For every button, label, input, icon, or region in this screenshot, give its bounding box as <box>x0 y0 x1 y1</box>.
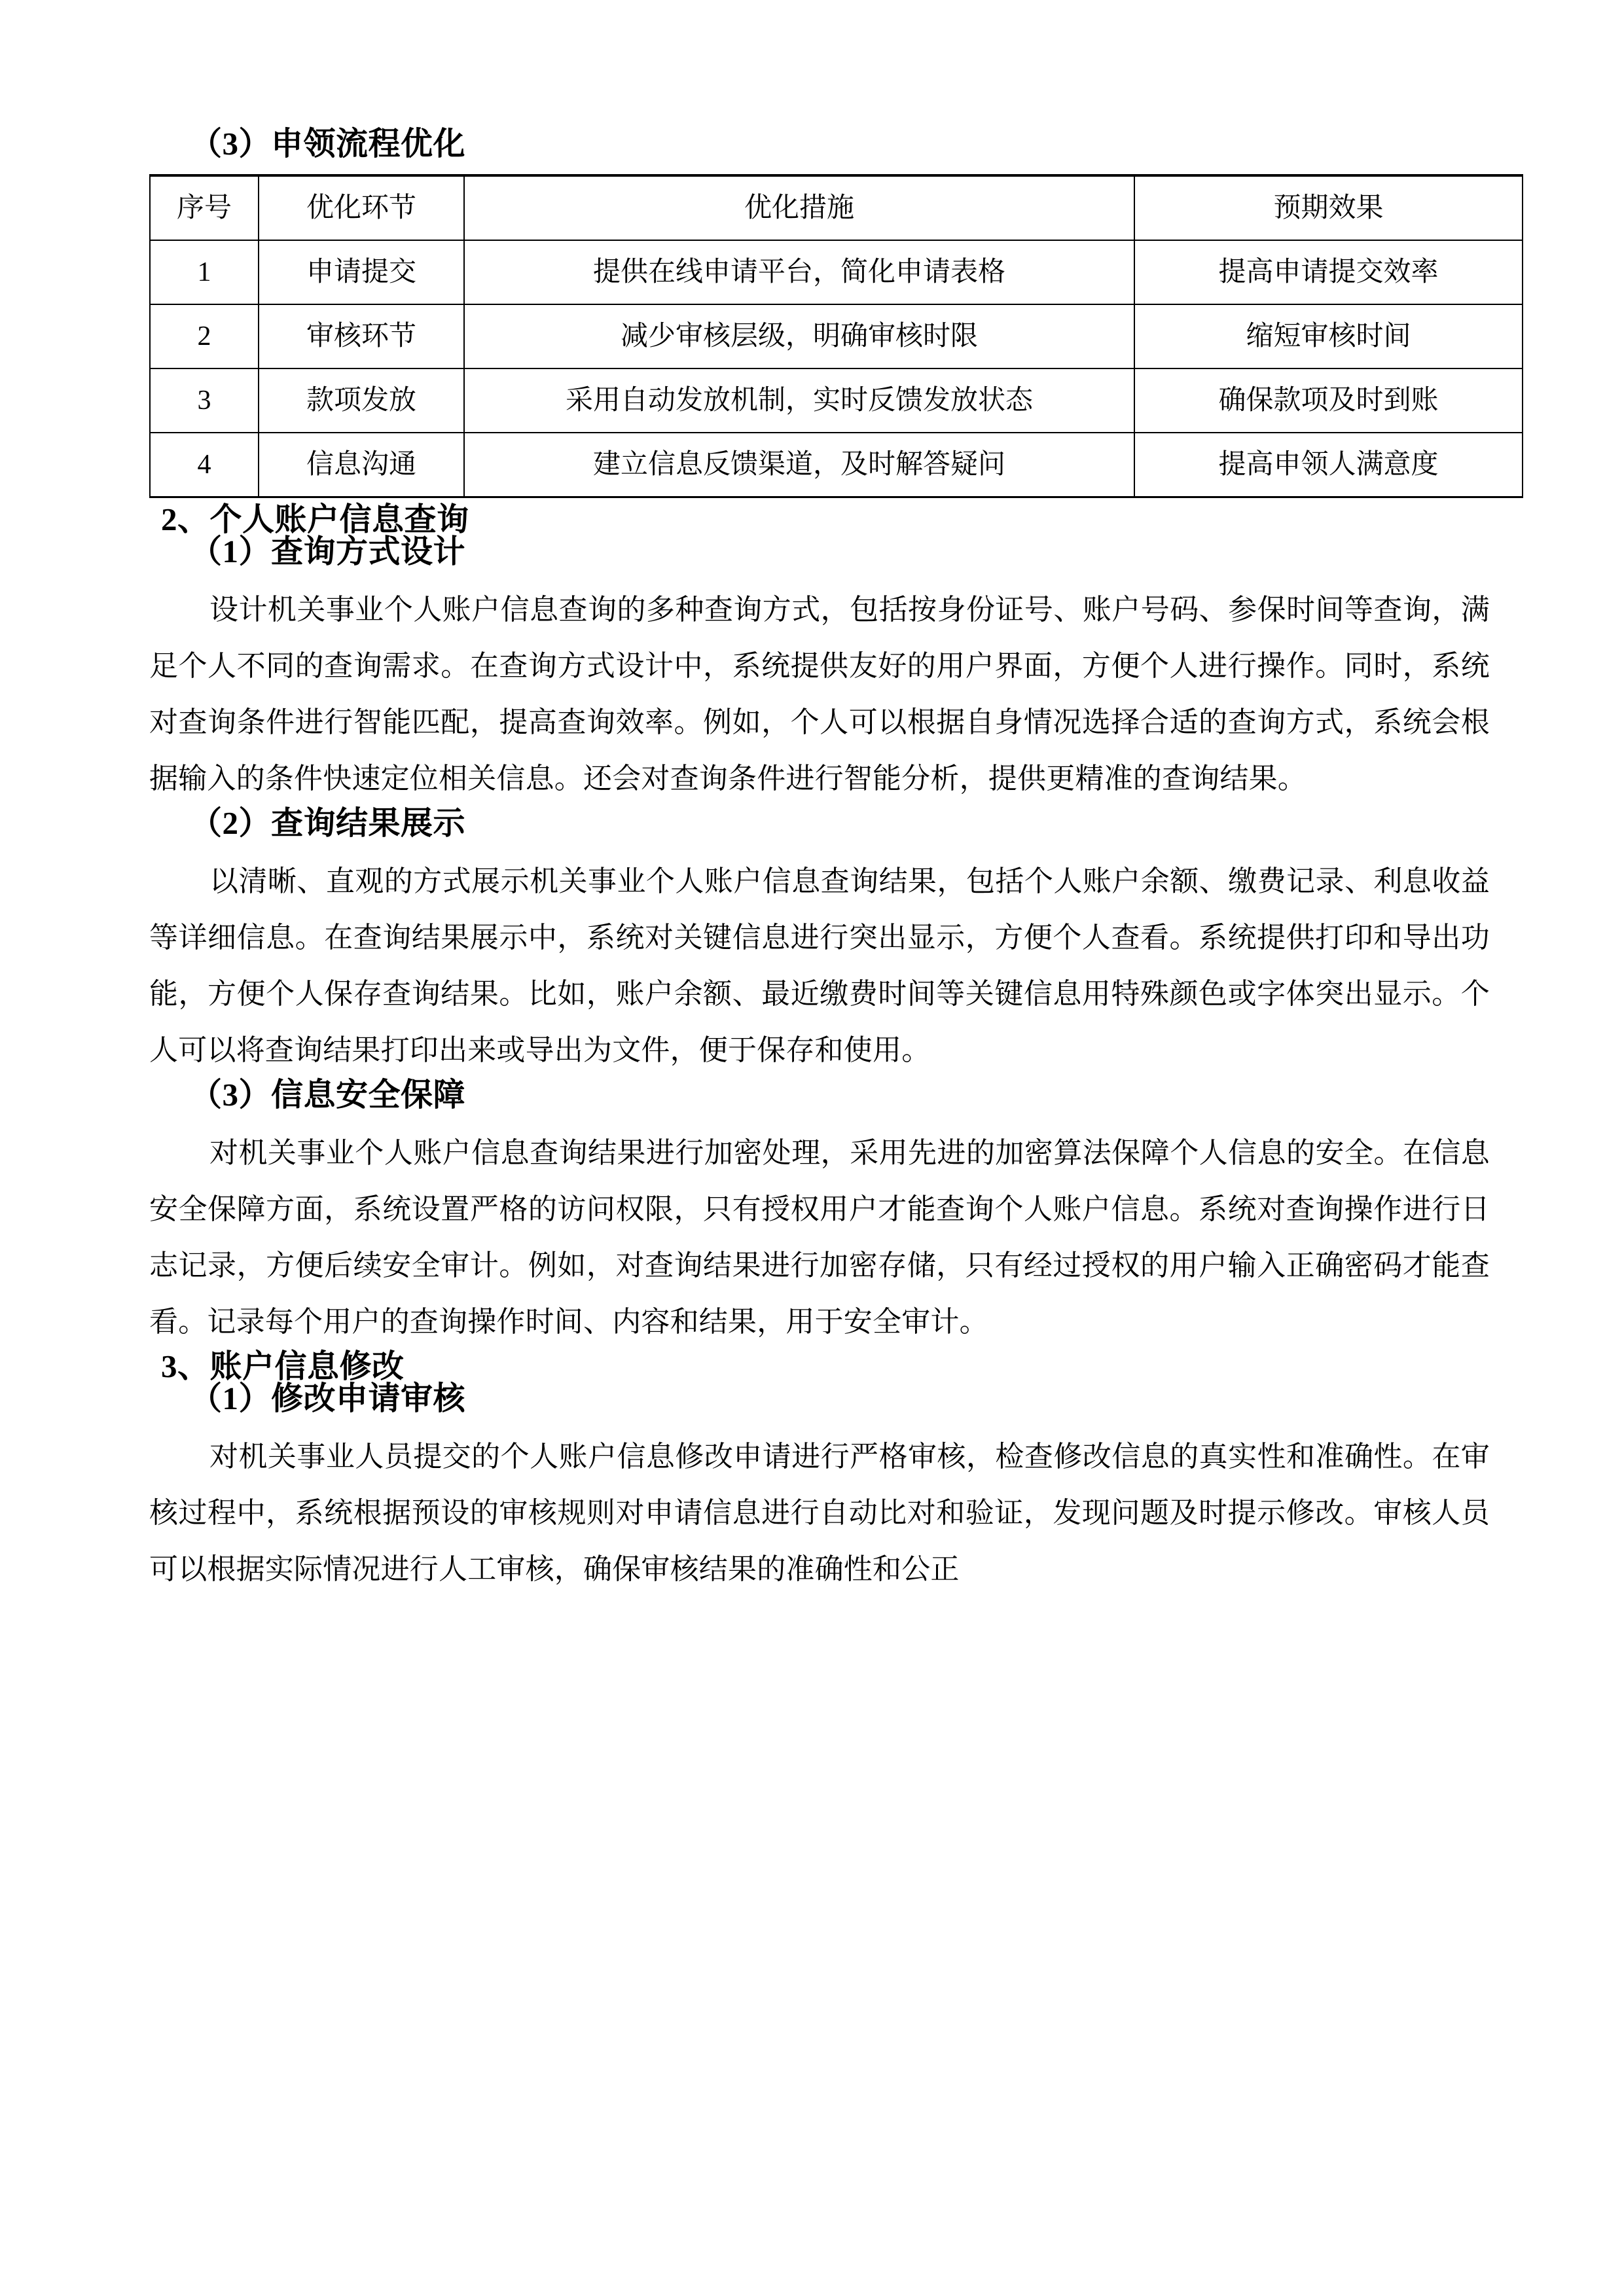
table-row <box>150 368 1523 433</box>
heading-information-security: （3）信息安全保障 <box>190 1077 466 1113</box>
table-cell-stage: 款项发放 <box>259 368 464 433</box>
table-cell-effect: 缩短审核时间 <box>1134 304 1523 368</box>
table-row <box>150 240 1523 304</box>
table-cell-measure: 减少审核层级，明确审核时限 <box>464 304 1134 368</box>
table-header-cell-index: 序号 <box>150 175 259 240</box>
table-header-cell-effect: 预期效果 <box>1134 175 1523 240</box>
optimization-table <box>149 174 1523 498</box>
table-cell-index: 2 <box>150 304 259 368</box>
heading-query-method-design: （1）查询方式设计 <box>190 533 466 569</box>
table-header-row <box>150 175 1523 240</box>
table-cell-stage: 信息沟通 <box>259 433 464 497</box>
table-cell-index: 4 <box>150 433 259 497</box>
table-cell-index: 1 <box>150 240 259 304</box>
table-cell-measure: 采用自动发放机制，实时反馈发放状态 <box>464 368 1134 433</box>
heading-modification-request-review: （1）修改申请审核 <box>190 1380 466 1416</box>
table-cell-effect: 确保款项及时到账 <box>1134 368 1523 433</box>
paragraph-information-security: 对机关事业个人账户信息查询结果进行加密处理，采用先进的加密算法保障个人信息的安全。在信息安全保障方面，系统设置严格的访问权限，只有授权用户才能查询个人账户信息。系统对查询操作进行日志记录，方便后续安全审计。例如，对查询结果进行加密存储，只有经过授权的用户输入正确密码才能查看。记录每个用户的查询操作时间、内容和结果，用于安全审计。 <box>149 1137 1490 1338</box>
heading-section-3: 3、账户信息修改 <box>161 1348 405 1384</box>
table-cell-measure: 提供在线申请平台，简化申请表格 <box>464 240 1134 304</box>
table-cell-measure: 建立信息反馈渠道，及时解答疑问 <box>464 433 1134 497</box>
heading-query-result-display: （2）查询结果展示 <box>190 805 466 841</box>
heading-section-2: 2、个人账户信息查询 <box>161 501 469 537</box>
paragraph-query-result-display: 以清晰、直观的方式展示机关事业个人账户信息查询结果，包括个人账户余额、缴费记录、利息收益等详细信息。在查询结果展示中，系统对关键信息进行突出显示，方便个人查看。系统提供打印和导出功能，方便个人保存查询结果。比如，账户余额、最近缴费时间等关键信息用特殊颜色或字体突出显示。个人可以将查询结果打印出来或导出为文件，便于保存和使用。 <box>149 865 1490 1066</box>
table-cell-effect: 提高申领人满意度 <box>1134 433 1523 497</box>
table-header-cell-measure: 优化措施 <box>464 175 1134 240</box>
paragraph-query-method-design: 设计机关事业个人账户信息查询的多种查询方式，包括按身份证号、账户号码、参保时间等查询，满足个人不同的查询需求。在查询方式设计中，系统提供友好的用户界面，方便个人进行操作。同时，系统对查询条件进行智能匹配，提高查询效率。例如，个人可以根据自身情况选择合适的查询方式，系统会根据输入的条件快速定位相关信息。还会对查询条件进行智能分析，提供更精准的查询结果。 <box>149 594 1490 795</box>
table-row <box>150 304 1523 368</box>
table-cell-stage: 申请提交 <box>259 240 464 304</box>
table-row <box>150 433 1523 497</box>
table-cell-effect: 提高申请提交效率 <box>1134 240 1523 304</box>
heading-apply-flow-optimization: （3）申领流程优化 <box>190 126 466 162</box>
table-cell-stage: 审核环节 <box>259 304 464 368</box>
paragraph-modification-request-review: 对机关事业人员提交的个人账户信息修改申请进行严格审核，检查修改信息的真实性和准确性。在审核过程中，系统根据预设的审核规则对申请信息进行自动比对和验证，发现问题及时提示修改。审核人员可以根据实际情况进行人工审核，确保审核结果的准确性和公正 <box>149 1441 1490 1585</box>
table-cell-index: 3 <box>150 368 259 433</box>
table-header-cell-stage: 优化环节 <box>259 175 464 240</box>
